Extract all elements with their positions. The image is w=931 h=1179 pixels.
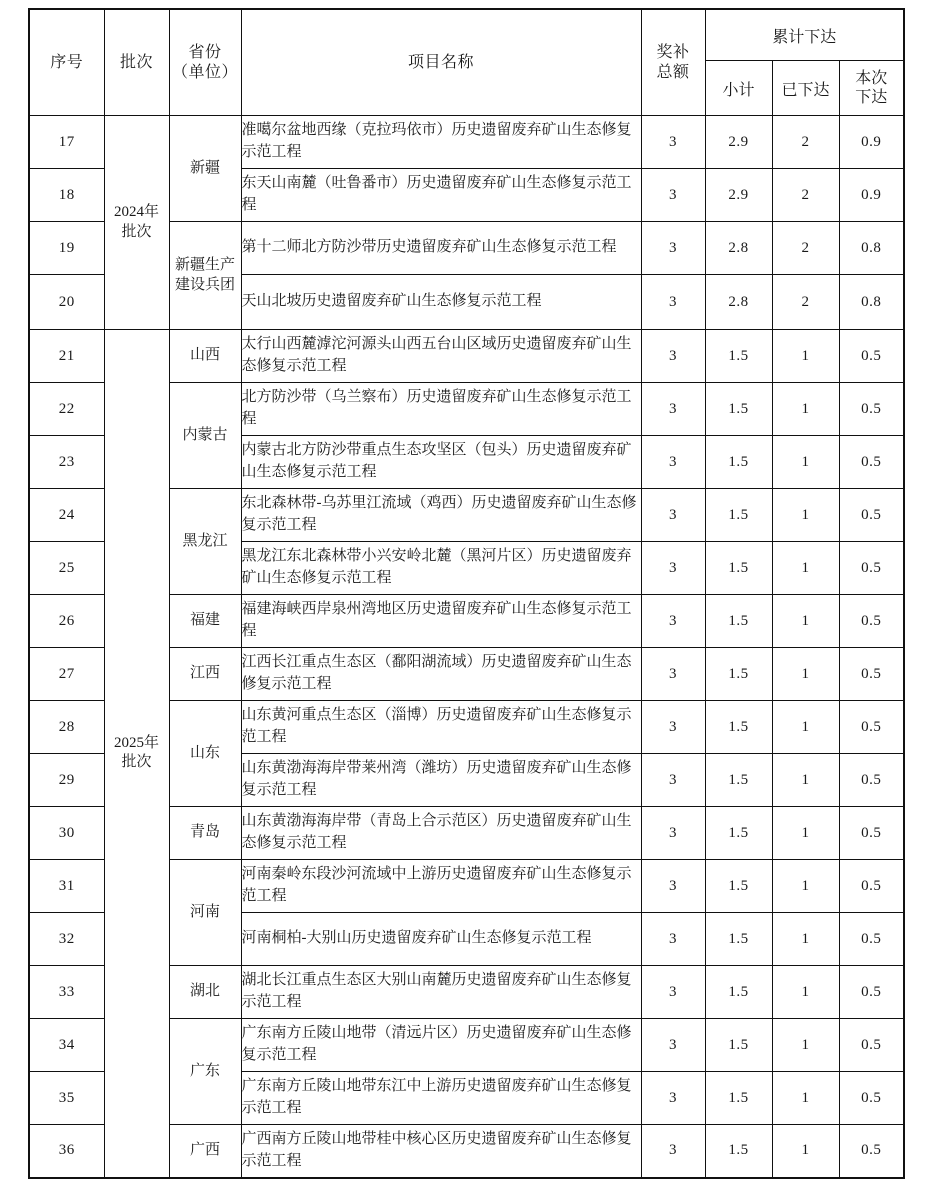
column-header-batch: 批次 — [104, 9, 169, 116]
cell-current-allocation: 0.5 — [839, 330, 904, 383]
cell-already-allocated: 1 — [772, 1072, 839, 1125]
cell-batch — [104, 330, 169, 1178]
cell-cumulative-subtotal: 1.5 — [705, 330, 772, 383]
cell-project-name: 黑龙江东北森林带小兴安岭北麓（黑河片区）历史遗留废弃矿山生态修复示范工程 — [241, 542, 641, 595]
cell-total-subsidy: 3 — [641, 489, 705, 542]
cell-batch — [104, 116, 169, 330]
cell-already-allocated: 1 — [772, 754, 839, 807]
cell-current-allocation: 0.9 — [839, 116, 904, 169]
cell-already-allocated: 1 — [772, 436, 839, 489]
cell-project-name: 福建海峡西岸泉州湾地区历史遗留废弃矿山生态修复示范工程 — [241, 595, 641, 648]
cell-total-subsidy: 3 — [641, 595, 705, 648]
cell-total-subsidy: 3 — [641, 1019, 705, 1072]
column-header-current-allocation — [839, 61, 904, 116]
cell-total-subsidy: 3 — [641, 222, 705, 275]
cell-cumulative-subtotal: 1.5 — [705, 754, 772, 807]
column-header-subtotal: 小计 — [705, 61, 772, 116]
cell-cumulative-subtotal: 2.9 — [705, 116, 772, 169]
cell-already-allocated: 2 — [772, 275, 839, 330]
table-row — [29, 330, 904, 383]
cell-province: 青岛 — [169, 807, 241, 860]
cell-batch-line2: 批次 — [121, 754, 152, 771]
cell-already-allocated: 1 — [772, 1019, 839, 1072]
cell-cumulative-subtotal: 1.5 — [705, 595, 772, 648]
column-header-project-name: 项目名称 — [241, 9, 641, 116]
cell-total-subsidy: 3 — [641, 1072, 705, 1125]
column-header-province-line2: （单位） — [171, 63, 238, 81]
cell-sequence: 30 — [29, 807, 104, 860]
cell-current-allocation: 0.5 — [839, 436, 904, 489]
cell-current-allocation: 0.5 — [839, 913, 904, 966]
cell-sequence: 20 — [29, 275, 104, 330]
cell-cumulative-subtotal: 2.8 — [705, 222, 772, 275]
cell-current-allocation: 0.8 — [839, 275, 904, 330]
cell-project-name: 河南桐柏-大别山历史遗留废弃矿山生态修复示范工程 — [241, 913, 641, 966]
cell-project-name: 山东黄渤海海岸带莱州湾（潍坊）历史遗留废弃矿山生态修复示范工程 — [241, 754, 641, 807]
cell-cumulative-subtotal: 1.5 — [705, 383, 772, 436]
cell-sequence: 32 — [29, 913, 104, 966]
cell-total-subsidy: 3 — [641, 330, 705, 383]
cell-province: 广东 — [169, 1019, 241, 1125]
cell-already-allocated: 2 — [772, 116, 839, 169]
cell-current-allocation: 0.5 — [839, 1019, 904, 1072]
cell-province: 福建 — [169, 595, 241, 648]
cell-already-allocated: 2 — [772, 169, 839, 222]
column-header-current-line1: 本次 — [855, 69, 888, 87]
column-header-total-subsidy — [641, 9, 705, 116]
cell-total-subsidy: 3 — [641, 436, 705, 489]
cell-already-allocated: 1 — [772, 383, 839, 436]
cell-province: 湖北 — [169, 966, 241, 1019]
cell-already-allocated: 2 — [772, 222, 839, 275]
cell-sequence: 28 — [29, 701, 104, 754]
cell-already-allocated: 1 — [772, 913, 839, 966]
cell-sequence: 31 — [29, 860, 104, 913]
cell-cumulative-subtotal: 1.5 — [705, 1125, 772, 1178]
cell-sequence: 25 — [29, 542, 104, 595]
header-row-1 — [29, 9, 904, 61]
cell-project-name: 准噶尔盆地西缘（克拉玛依市）历史遗留废弃矿山生态修复示范工程 — [241, 116, 641, 169]
cell-total-subsidy: 3 — [641, 807, 705, 860]
cell-project-name: 广东南方丘陵山地带（清远片区）历史遗留废弃矿山生态修复示范工程 — [241, 1019, 641, 1072]
cell-total-subsidy: 3 — [641, 383, 705, 436]
cell-current-allocation: 0.5 — [839, 542, 904, 595]
cell-total-subsidy: 3 — [641, 966, 705, 1019]
cell-project-name: 第十二师北方防沙带历史遗留废弃矿山生态修复示范工程 — [241, 222, 641, 275]
cell-current-allocation: 0.5 — [839, 1125, 904, 1178]
cell-sequence: 26 — [29, 595, 104, 648]
cell-sequence: 34 — [29, 1019, 104, 1072]
cell-total-subsidy: 3 — [641, 275, 705, 330]
cell-current-allocation: 0.5 — [839, 701, 904, 754]
column-header-province-line1: 省份 — [188, 44, 222, 62]
cell-sequence: 21 — [29, 330, 104, 383]
table-body — [29, 116, 904, 1178]
cell-project-name: 东天山南麓（吐鲁番市）历史遗留废弃矿山生态修复示范工程 — [241, 169, 641, 222]
cell-project-name: 山东黄渤海海岸带（青岛上合示范区）历史遗留废弃矿山生态修复示范工程 — [241, 807, 641, 860]
cell-current-allocation: 0.5 — [839, 860, 904, 913]
cell-current-allocation: 0.5 — [839, 648, 904, 701]
cell-already-allocated: 1 — [772, 701, 839, 754]
cell-cumulative-subtotal: 1.5 — [705, 648, 772, 701]
cell-current-allocation: 0.5 — [839, 489, 904, 542]
cell-batch-line2: 批次 — [121, 223, 152, 240]
cell-project-name: 天山北坡历史遗留废弃矿山生态修复示范工程 — [241, 275, 641, 330]
cell-batch-line1: 2025年 — [113, 734, 159, 751]
column-header-province — [169, 9, 241, 116]
cell-project-name: 河南秦岭东段沙河流域中上游历史遗留废弃矿山生态修复示范工程 — [241, 860, 641, 913]
cell-total-subsidy: 3 — [641, 648, 705, 701]
cell-sequence: 19 — [29, 222, 104, 275]
column-header-cumulative-group: 累计下达 — [705, 9, 904, 61]
column-header-sequence: 序号 — [29, 9, 104, 116]
cell-province: 河南 — [169, 860, 241, 966]
cell-project-name: 江西长江重点生态区（鄱阳湖流域）历史遗留废弃矿山生态修复示范工程 — [241, 648, 641, 701]
cell-total-subsidy: 3 — [641, 1125, 705, 1178]
cell-province: 广西 — [169, 1125, 241, 1178]
cell-current-allocation: 0.5 — [839, 383, 904, 436]
cell-cumulative-subtotal: 2.9 — [705, 169, 772, 222]
cell-current-allocation: 0.5 — [839, 754, 904, 807]
cell-sequence: 33 — [29, 966, 104, 1019]
cell-province: 山东 — [169, 701, 241, 807]
column-header-current-line2: 下达 — [855, 89, 888, 106]
cell-cumulative-subtotal: 1.5 — [705, 701, 772, 754]
cell-cumulative-subtotal: 1.5 — [705, 807, 772, 860]
cell-cumulative-subtotal: 1.5 — [705, 489, 772, 542]
cell-sequence: 22 — [29, 383, 104, 436]
cell-sequence: 36 — [29, 1125, 104, 1178]
cell-sequence: 27 — [29, 648, 104, 701]
cell-project-name: 广东南方丘陵山地带东江中上游历史遗留废弃矿山生态修复示范工程 — [241, 1072, 641, 1125]
cell-province-line1: 新疆生产 — [174, 257, 235, 273]
cell-project-name: 内蒙古北方防沙带重点生态攻坚区（包头）历史遗留废弃矿山生态修复示范工程 — [241, 436, 641, 489]
cell-total-subsidy: 3 — [641, 169, 705, 222]
cell-current-allocation: 0.8 — [839, 222, 904, 275]
cell-province: 内蒙古 — [169, 383, 241, 489]
cell-total-subsidy: 3 — [641, 754, 705, 807]
cell-current-allocation: 0.5 — [839, 595, 904, 648]
cell-project-name: 山东黄河重点生态区（淄博）历史遗留废弃矿山生态修复示范工程 — [241, 701, 641, 754]
cell-already-allocated: 1 — [772, 966, 839, 1019]
cell-cumulative-subtotal: 1.5 — [705, 860, 772, 913]
table-header — [29, 9, 904, 116]
cell-cumulative-subtotal: 1.5 — [705, 1019, 772, 1072]
cell-project-name: 东北森林带-乌苏里江流域（鸡西）历史遗留废弃矿山生态修复示范工程 — [241, 489, 641, 542]
cell-cumulative-subtotal: 1.5 — [705, 966, 772, 1019]
cell-already-allocated: 1 — [772, 860, 839, 913]
cell-province: 江西 — [169, 648, 241, 701]
cell-already-allocated: 1 — [772, 807, 839, 860]
cell-batch-line1: 2024年 — [113, 204, 159, 220]
cell-already-allocated: 1 — [772, 648, 839, 701]
cell-sequence: 17 — [29, 116, 104, 169]
cell-already-allocated: 1 — [772, 330, 839, 383]
cell-sequence: 35 — [29, 1072, 104, 1125]
cell-total-subsidy: 3 — [641, 913, 705, 966]
column-header-total-line1: 奖补 — [656, 44, 690, 62]
cell-project-name: 广西南方丘陵山地带桂中核心区历史遗留废弃矿山生态修复示范工程 — [241, 1125, 641, 1178]
cell-already-allocated: 1 — [772, 542, 839, 595]
table-row — [29, 116, 904, 169]
cell-sequence: 18 — [29, 169, 104, 222]
cell-province — [169, 222, 241, 330]
cell-already-allocated: 1 — [772, 595, 839, 648]
cell-current-allocation: 0.5 — [839, 807, 904, 860]
subsidy-allocation-table — [28, 8, 905, 1179]
cell-province: 新疆 — [169, 116, 241, 222]
cell-already-allocated: 1 — [772, 1125, 839, 1178]
cell-sequence: 24 — [29, 489, 104, 542]
column-header-already-allocated: 已下达 — [772, 61, 839, 116]
cell-project-name: 北方防沙带（乌兰察布）历史遗留废弃矿山生态修复示范工程 — [241, 383, 641, 436]
cell-cumulative-subtotal: 1.5 — [705, 542, 772, 595]
cell-cumulative-subtotal: 1.5 — [705, 436, 772, 489]
cell-cumulative-subtotal: 1.5 — [705, 1072, 772, 1125]
cell-current-allocation: 0.5 — [839, 966, 904, 1019]
cell-sequence: 23 — [29, 436, 104, 489]
cell-project-name: 湖北长江重点生态区大别山南麓历史遗留废弃矿山生态修复示范工程 — [241, 966, 641, 1019]
cell-current-allocation: 0.9 — [839, 169, 904, 222]
cell-sequence: 29 — [29, 754, 104, 807]
cell-province-line2: 建设兵团 — [174, 276, 235, 293]
cell-total-subsidy: 3 — [641, 860, 705, 913]
cell-cumulative-subtotal: 1.5 — [705, 913, 772, 966]
cell-already-allocated: 1 — [772, 489, 839, 542]
cell-province: 黑龙江 — [169, 489, 241, 595]
column-header-total-line2: 总额 — [656, 63, 690, 81]
cell-total-subsidy: 3 — [641, 542, 705, 595]
cell-total-subsidy: 3 — [641, 701, 705, 754]
cell-total-subsidy: 3 — [641, 116, 705, 169]
cell-cumulative-subtotal: 2.8 — [705, 275, 772, 330]
cell-current-allocation: 0.5 — [839, 1072, 904, 1125]
cell-project-name: 太行山西麓滹沱河源头山西五台山区域历史遗留废弃矿山生态修复示范工程 — [241, 330, 641, 383]
cell-province: 山西 — [169, 330, 241, 383]
